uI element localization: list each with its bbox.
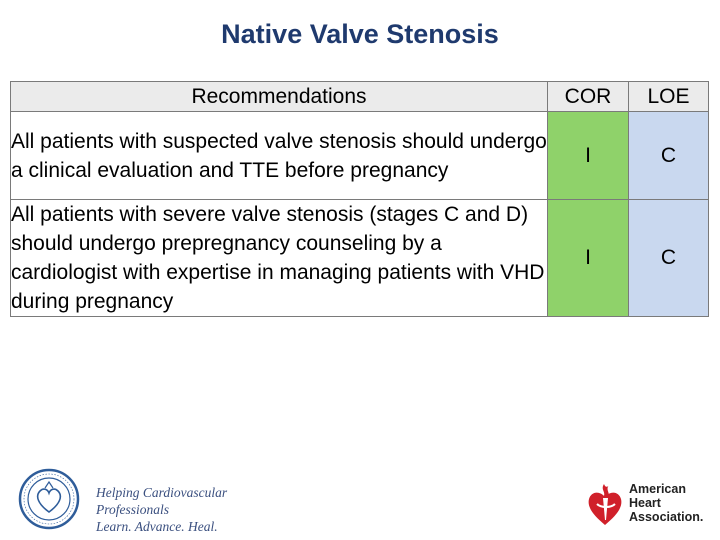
loe-value: C (629, 200, 709, 317)
table-row (11, 112, 709, 200)
slide-title: Native Valve Stenosis (221, 19, 499, 49)
acc-tagline-line2: Learn. Advance. Heal. (96, 519, 218, 534)
aha-logo (585, 476, 715, 532)
recommendation-text: All patients with suspected valve stenosis should undergo a clinical evaluation and TTE before pregnancy (11, 112, 548, 200)
aha-wordmark (629, 482, 719, 524)
acc-tagline-line1: Helping Cardiovascular Professionals (96, 485, 228, 517)
aha-name-line1: American (629, 482, 686, 496)
table-header-row (11, 82, 709, 112)
recommendations-table (10, 81, 709, 317)
header-cor: COR (548, 82, 629, 112)
heart-torch-icon (585, 478, 625, 528)
acc-logo (18, 468, 288, 532)
table-row (11, 200, 709, 317)
recommendation-text: All patients with severe valve stenosis (stages C and D) should undergo prepregnancy counseling by a cardiologist with expertise in managing patients with VHD during pregnancy (11, 200, 548, 317)
loe-value: C (629, 112, 709, 200)
acc-seal-icon (18, 468, 80, 530)
header-recommendations: Recommendations (11, 82, 548, 112)
aha-name-line3: Association. (629, 510, 704, 524)
aha-name-line2: Heart (629, 496, 661, 510)
acc-tagline (96, 484, 296, 535)
header-loe: LOE (629, 82, 709, 112)
cor-value: I (548, 200, 629, 317)
cor-value: I (548, 112, 629, 200)
